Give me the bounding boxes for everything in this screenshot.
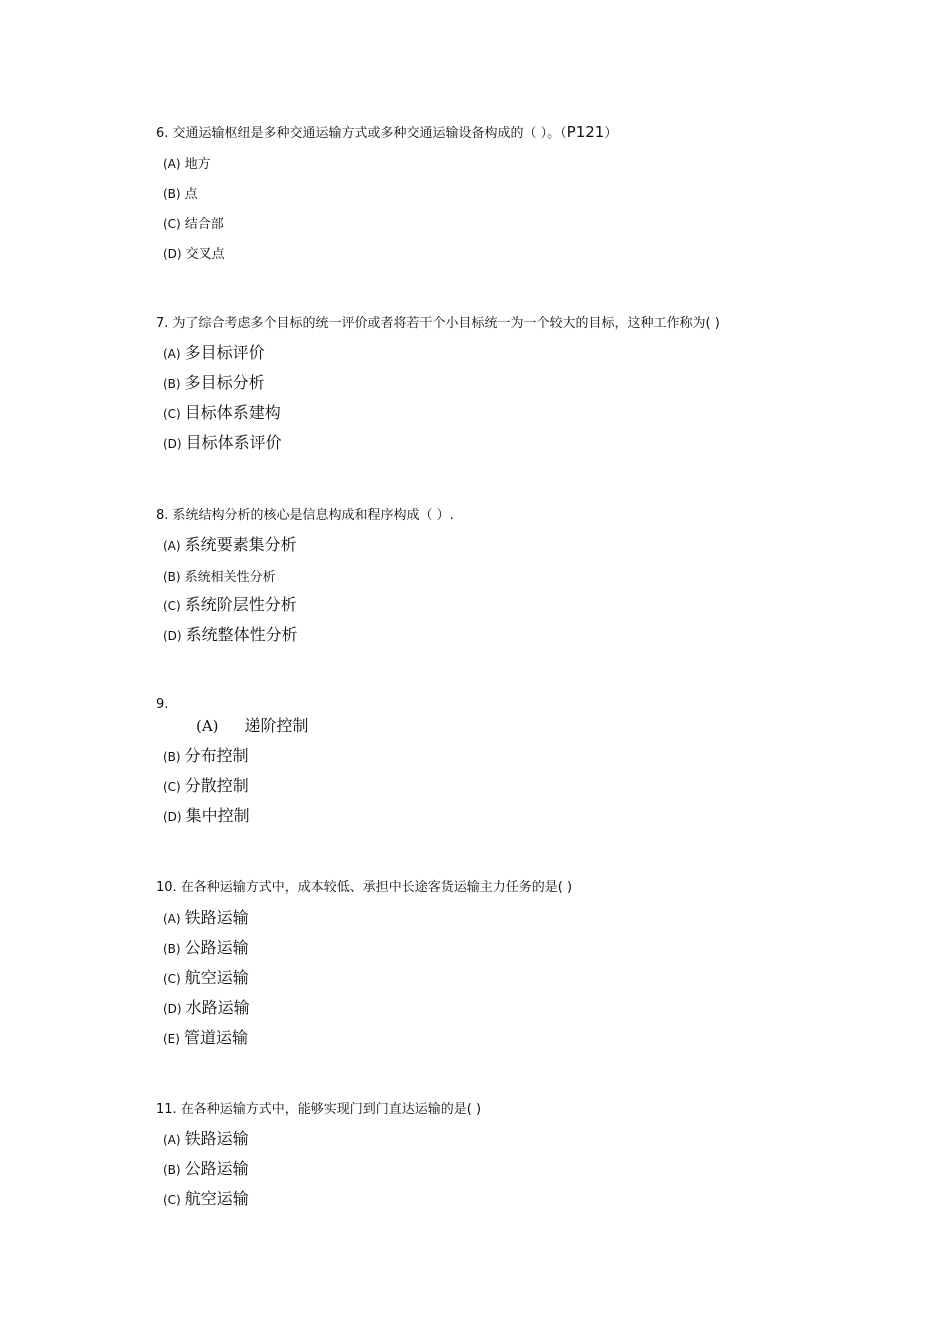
option-a: (A) 铁路运输 xyxy=(163,908,249,927)
option-b: (B) 分布控制 xyxy=(163,746,249,765)
option-a: (A) 递阶控制 xyxy=(196,716,309,735)
option-c: (C) 结合部 xyxy=(163,217,224,232)
option-c: (C) 系统阶层性分析 xyxy=(163,595,297,614)
option-b: (B) 点 xyxy=(163,187,198,202)
question-stem: 10. 在各种运输方式中，成本较低、承担中长途客货运输主力任务的是( ) xyxy=(156,880,573,895)
option-b: (B) 公路运输 xyxy=(163,938,249,957)
option-a: (A) 多目标评价 xyxy=(163,343,265,362)
question-stem: 6. 交通运输枢纽是多种交通运输方式或多种交通运输设备构成的（ ）。（P121） xyxy=(156,123,618,141)
option-a: (A) 系统要素集分析 xyxy=(163,535,297,554)
question-stem: 11. 在各种运输方式中，能够实现门到门直达运输的是( ) xyxy=(156,1102,482,1117)
option-c: (C) 分散控制 xyxy=(163,776,249,795)
option-c: (C) 航空运输 xyxy=(163,1189,249,1208)
option-a: (A) 地方 xyxy=(163,157,211,172)
option-b: (B) 公路运输 xyxy=(163,1159,249,1178)
page-reference: P121 xyxy=(566,123,605,141)
question-stem: 9. xyxy=(156,697,169,712)
option-d: (D) 交叉点 xyxy=(163,247,225,262)
question-stem: 8. 系统结构分析的核心是信息构成和程序构成（ ）. xyxy=(156,508,454,523)
option-b: (B) 多目标分析 xyxy=(163,373,265,392)
option-d: (D) 系统整体性分析 xyxy=(163,625,298,644)
option-a: (A) 铁路运输 xyxy=(163,1129,249,1148)
option-c: (C) 目标体系建构 xyxy=(163,403,281,422)
option-b: (B) 系统相关性分析 xyxy=(163,570,276,585)
option-d: (D) 集中控制 xyxy=(163,806,250,825)
question-stem: 7. 为了综合考虑多个目标的统一评价或者将若干个小目标统一为一个较大的目标，这种工作称为( ) xyxy=(156,316,720,331)
option-d: (D) 水路运输 xyxy=(163,998,250,1017)
option-d: (D) 目标体系评价 xyxy=(163,433,282,452)
option-e: (E) 管道运输 xyxy=(163,1028,248,1047)
option-c: (C) 航空运输 xyxy=(163,968,249,987)
